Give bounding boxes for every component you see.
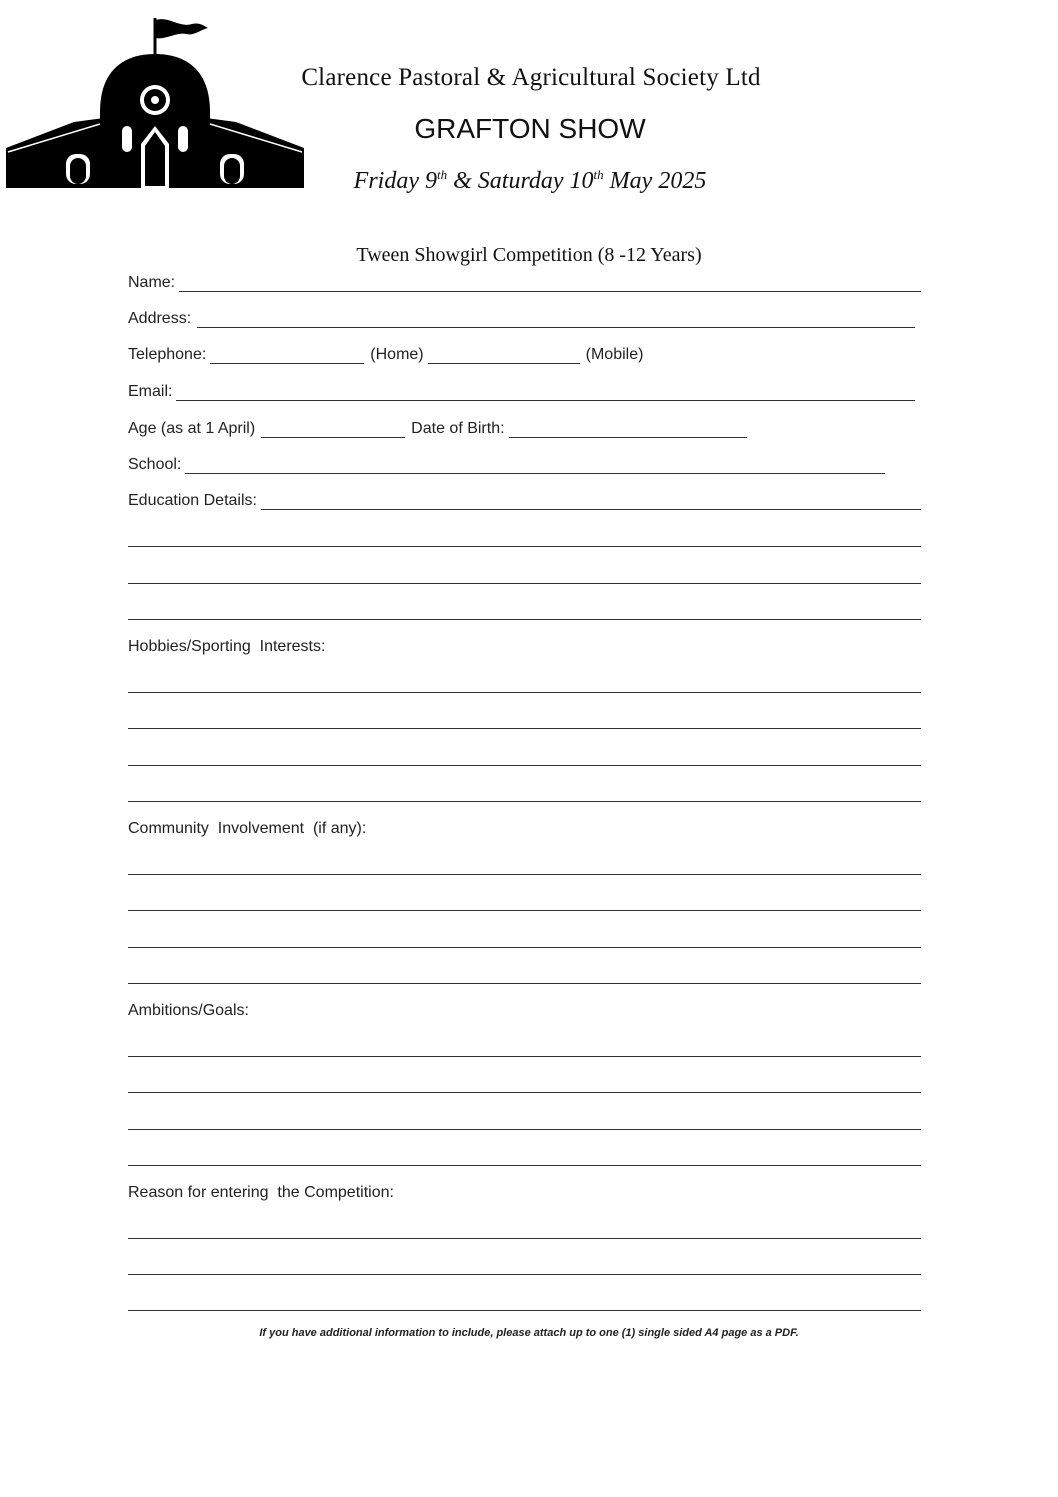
hobbies-line-4[interactable] (128, 801, 921, 802)
address-label: Address: (128, 310, 192, 327)
name-row (128, 272, 921, 292)
education-field[interactable] (261, 495, 921, 510)
home-phone-field[interactable] (210, 349, 364, 364)
date-day1-suffix: th (436, 167, 448, 182)
ambitions-line-1[interactable] (128, 1056, 921, 1057)
date-month-year: May 2025 (603, 168, 707, 194)
dob-label: Date of Birth: (411, 420, 505, 437)
school-label: School: (128, 456, 182, 473)
date-day2: & Saturday 10 (447, 168, 594, 194)
name-field[interactable] (179, 277, 921, 292)
hobbies-line-3[interactable] (128, 765, 921, 766)
education-row (128, 490, 921, 510)
education-line-4[interactable] (128, 619, 921, 620)
organisation-name: Clarence Pastoral & Agricultural Society Ltd (301, 64, 761, 91)
show-name: GRAFTON SHOW (414, 113, 646, 144)
school-field[interactable] (185, 459, 885, 474)
age-dob-row (128, 418, 921, 438)
dob-field[interactable] (509, 423, 747, 438)
address-row (128, 308, 915, 328)
hobbies-line-1[interactable] (128, 692, 921, 693)
name-label: Name: (128, 274, 176, 291)
education-label: Education Details: (128, 492, 257, 509)
community-line-3[interactable] (128, 947, 921, 948)
date-day2-suffix: th (593, 167, 604, 182)
reason-line-1[interactable] (128, 1238, 921, 1239)
mobile-label: (Mobile) (585, 346, 644, 363)
footer-note: If you have additional information to include, please attach up to one (1) single sided A4 page as a PDF. (259, 1327, 799, 1339)
education-line-3[interactable] (128, 583, 921, 584)
ambitions-line-3[interactable] (128, 1129, 921, 1130)
hobbies-line-2[interactable] (128, 728, 921, 729)
mobile-phone-field[interactable] (428, 349, 580, 364)
showground-building-logo (4, 14, 306, 188)
community-label: Community Involvement (if any): (128, 820, 367, 837)
address-field[interactable] (197, 313, 915, 328)
telephone-row (128, 344, 921, 364)
hobbies-label: Hobbies/Sporting Interests: (128, 638, 326, 655)
reason-line-2[interactable] (128, 1274, 921, 1275)
home-label: (Home) (370, 346, 424, 363)
telephone-label: Telephone: (128, 346, 207, 363)
email-field[interactable] (176, 386, 915, 401)
ambitions-label: Ambitions/Goals: (128, 1002, 249, 1019)
age-label: Age (as at 1 April) (128, 420, 256, 437)
school-row (128, 454, 885, 474)
community-line-1[interactable] (128, 874, 921, 875)
email-label: Email: (128, 383, 173, 400)
ambitions-line-2[interactable] (128, 1092, 921, 1093)
age-field[interactable] (261, 423, 405, 438)
date-day1: Friday 9 (353, 168, 437, 194)
reason-line-3[interactable] (128, 1310, 921, 1311)
show-dates (330, 167, 730, 195)
community-line-4[interactable] (128, 983, 921, 984)
email-row (128, 381, 915, 401)
community-line-2[interactable] (128, 910, 921, 911)
ambitions-line-4[interactable] (128, 1165, 921, 1166)
reason-label: Reason for entering the Competition: (128, 1184, 394, 1201)
education-line-2[interactable] (128, 546, 921, 547)
form-title: Tween Showgirl Competition (8 -12 Years) (356, 244, 702, 266)
